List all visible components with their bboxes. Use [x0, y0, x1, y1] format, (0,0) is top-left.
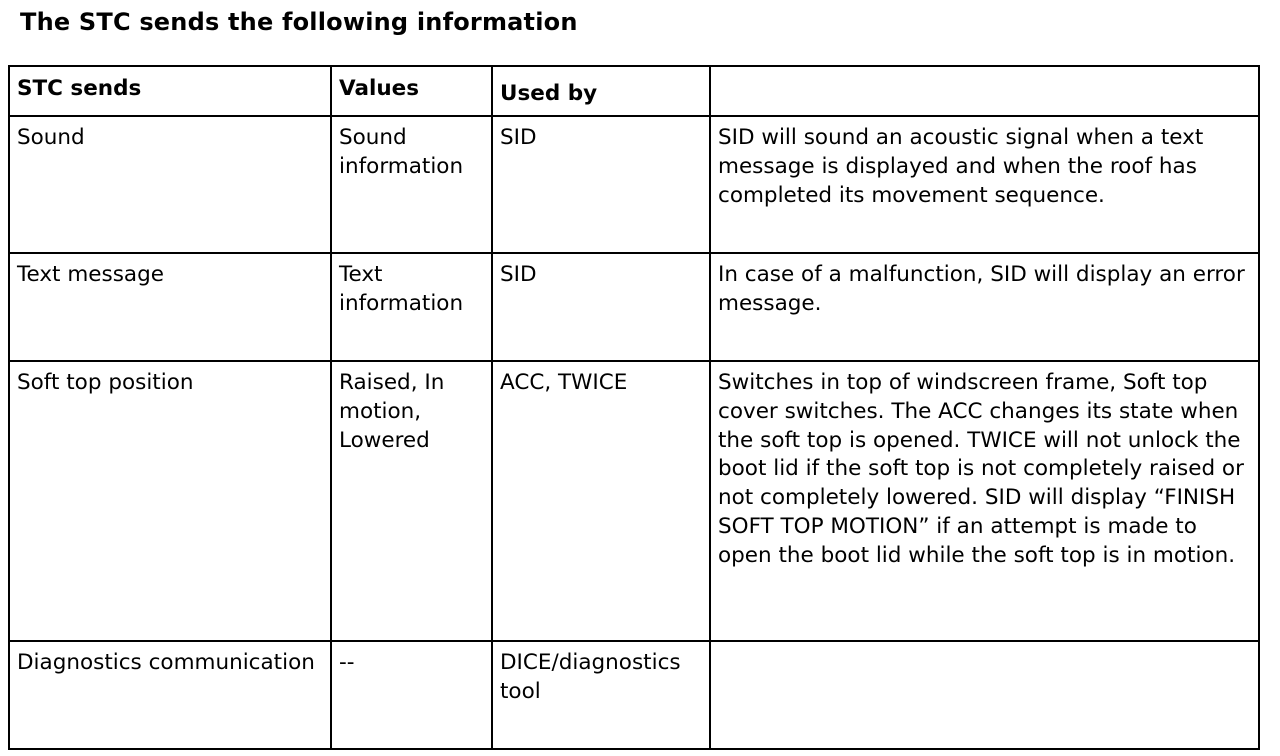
cell-signal: Soft top position	[9, 361, 331, 641]
cell-signal: Diagnostics communication	[9, 641, 331, 749]
cell-signal: Text message	[9, 253, 331, 361]
table-row	[9, 116, 1259, 253]
cell-used-by: SID	[492, 253, 710, 361]
header-values: Values	[331, 66, 492, 116]
header-stc-sends: STC sends	[9, 66, 331, 116]
stc-information-table	[8, 65, 1260, 750]
header-description	[710, 66, 1259, 116]
cell-used-by: DICE/diagnostics tool	[492, 641, 710, 749]
cell-description	[710, 641, 1259, 749]
header-used-by: Used by	[492, 66, 710, 116]
cell-values: Text information	[331, 253, 492, 361]
cell-signal: Sound	[9, 116, 331, 253]
cell-description: SID will sound an acoustic signal when a text message is displayed and when the roof has completed its movement sequence.	[710, 116, 1259, 253]
cell-values: Raised, In motion, Lowered	[331, 361, 492, 641]
table-row	[9, 361, 1259, 641]
cell-description: In case of a malfunction, SID will display an error message.	[710, 253, 1259, 361]
page-heading: The STC sends the following information	[20, 8, 578, 36]
cell-description: Switches in top of windscreen frame, Soft top cover switches. The ACC changes its state when the soft top is opened. TWICE will not unlock the boot lid if the soft top is not completely raised or not completely lowered. SID will display “FINISH SOFT TOP MOTION” if an attempt is made to open the boot lid while the soft top is in motion.	[710, 361, 1259, 641]
cell-used-by: ACC, TWICE	[492, 361, 710, 641]
cell-values: --	[331, 641, 492, 749]
table-row	[9, 253, 1259, 361]
cell-values: Sound information	[331, 116, 492, 253]
cell-used-by: SID	[492, 116, 710, 253]
table-row	[9, 641, 1259, 749]
table-header-row	[9, 66, 1259, 116]
